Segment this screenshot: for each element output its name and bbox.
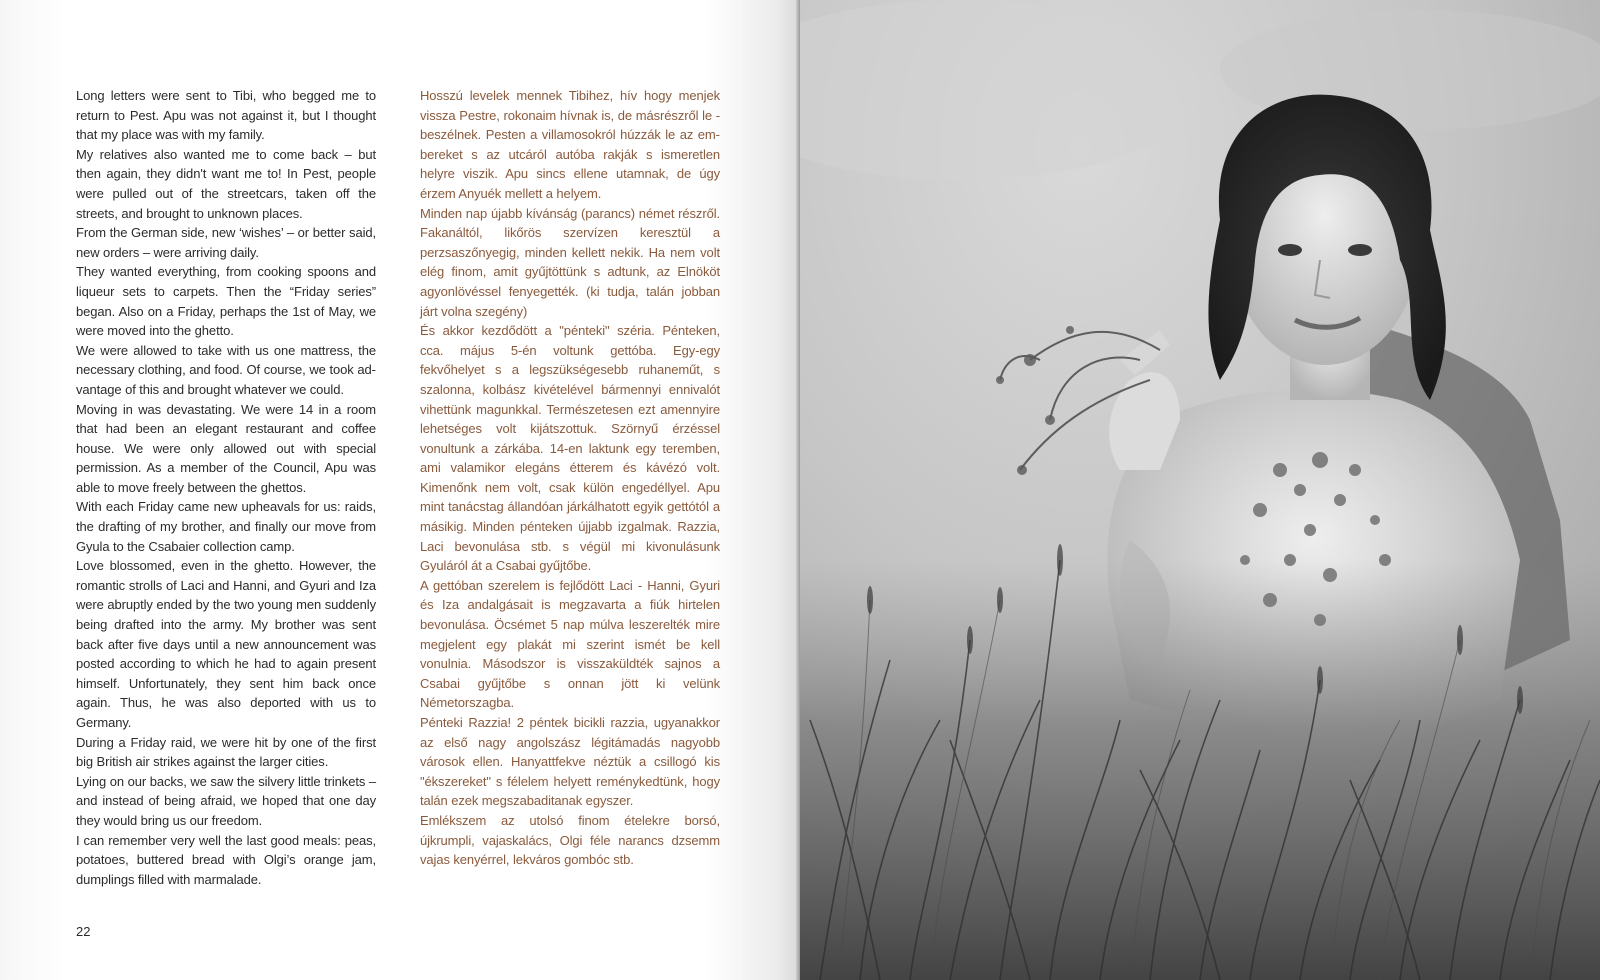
english-paragraph: From the German side, new ‘wishes’ – or better said, new orders – were arriving daily. <box>76 225 376 260</box>
english-paragraph: We were allowed to take with us one mattress, the necessary clothing, and food. Of course, we took advantage of this and brought whatever we could. <box>76 342 376 397</box>
grass-field <box>800 560 1600 980</box>
photo-illustration <box>800 0 1600 980</box>
hungarian-paragraph: Pénteki Razzia! 2 péntek bicikli razzia, ugyanakkor az első nagy angolszász légitámadás nagyobb városok ellen. Hanyattfekve néztük a csillogó kis "ékszereket" s félelem helyett reménykedtünk, hogy talán ezek megszabaditanak egyszer. <box>420 715 720 809</box>
english-paragraph: Love blossomed, even in the ghetto. However, the romantic strolls of Laci and Hanni, and Gyuri and Iza were abruptly ended by the two young men suddenly being drafted into the army. My brother was sent back after five days until a new announcement was posted according to which he had to again present himself. Unfortunately, they sent him back once again. Thus, he was also deported with us to Germany. <box>76 558 376 730</box>
hungarian-text-column <box>420 86 720 870</box>
portrait-photo <box>800 0 1600 980</box>
hungarian-paragraph: És akkor kezdődött a "pénteki" széria. Pénteken, cca. május 5-én voltunk gettóba. Egy-egy fekvőhelyet s a legszükségesebb ruhaneműt, s szalonna, kolbász kivételével bármennyi ennivalót vihettünk magunkkal. Természetesen ezt amennyire lehetséges volt kijátszottuk. Szörnyű érzéssel vonultunk a zárkába. 14-en laktunk egy teremben, ami valamikor elegáns étterem és kávézó volt. Kimenőnk nem volt, csak külön engedéllyel. Apu mint tanácstag állandóan járkálhatott egyik gettótól a másikig. Minden pénteken újjabb izgalmak. Razzia, Laci bevonulása stb. s végül mi kivonulásunk Gyuláról át a Csabai gyűjtőbe. <box>420 323 720 574</box>
hungarian-paragraph: Emlékszem az utolsó finom ételekre borsó, újkrumpli, vajaskalács, Olgi féle narancs dzsemm vajas kenyérrel, lekváros gombóc stb. <box>420 812 720 868</box>
page-number: 22 <box>76 924 91 939</box>
hungarian-paragraph: A gettóban szerelem is fejlődött Laci - Hanni, Gyuri és Iza andalgásait is megzavarta a fiúk hirtelen bevonulása. Öcsémet 5 nap múlva leszerelték mire megjelent egy plakát mi szerint ismét be kell vonulnia. Másodszor is visszaküldték sajnos a Csabai gyűjtőbe s onnan jött ki velünk Németorszagba. <box>420 577 720 711</box>
english-paragraph: I can remember very well the last good meals: peas, potatoes, buttered bread with Olgi’s orange jam, dumplings filled with marmalade. <box>76 832 376 887</box>
english-paragraph: During a Friday raid, we were hit by one of the first big British air strikes against the larger cities. <box>76 734 376 770</box>
english-text-column <box>76 86 376 889</box>
english-paragraph: They wanted everything, from cooking spoons and liqueur sets to carpets. Then the “Friday series” began. Also on a Friday, perhaps the 1st of May, we were moved into the ghetto. <box>76 264 376 339</box>
hungarian-paragraph: Hosszú levelek mennek Tibihez, hív hogy menjek vissza Pestre, rokonaim hívnak is, de másrészről le - beszélnek. Pesten a villamosokról húzzák le az embereket s az utcáról autóba rakják s ismeretlen helyre viszik. Apu sincs ellene utamnak, de úgy érzem Anyuék mellett a helyem. <box>420 88 720 201</box>
english-paragraph: Moving in was devastating. We were 14 in a room that had been an elegant restaurant and coffee house. We were only allowed out with special permission. As a member of the Council, Apu was able to move freely between the ghettos. <box>76 401 376 495</box>
english-paragraph: Long letters were sent to Tibi, who begged me to return to Pest. Apu was not against it, but I thought that my place was with my family. <box>76 88 376 143</box>
english-paragraph: Lying on our backs, we saw the silvery little trinkets – and instead of being afraid, we hoped that one day they would bring us our freedom. <box>76 773 376 828</box>
english-paragraph: My relatives also wanted me to come back – but then again, they didn't want me to! In Pest, people were pulled out of the streetcars, taken off the streets, and brought to unknown places. <box>76 146 376 221</box>
english-paragraph: With each Friday came new upheavals for us: raids, the drafting of my brother, and finally our move from Gyula to the Csabaier collection camp. <box>76 499 376 554</box>
hungarian-paragraph: Minden nap újabb kívánság (parancs) német részről. Fakanáltól, likőrös szervízen keresztül a perzsaszőnyegig, minden kellett nekik. Ha nem volt elég finom, amit gyűjtöttünk s adtunk, az Elnököt agyonlövéssel fenyegették. (ki tudja, talán jobban járt volna szegény) <box>420 205 720 319</box>
